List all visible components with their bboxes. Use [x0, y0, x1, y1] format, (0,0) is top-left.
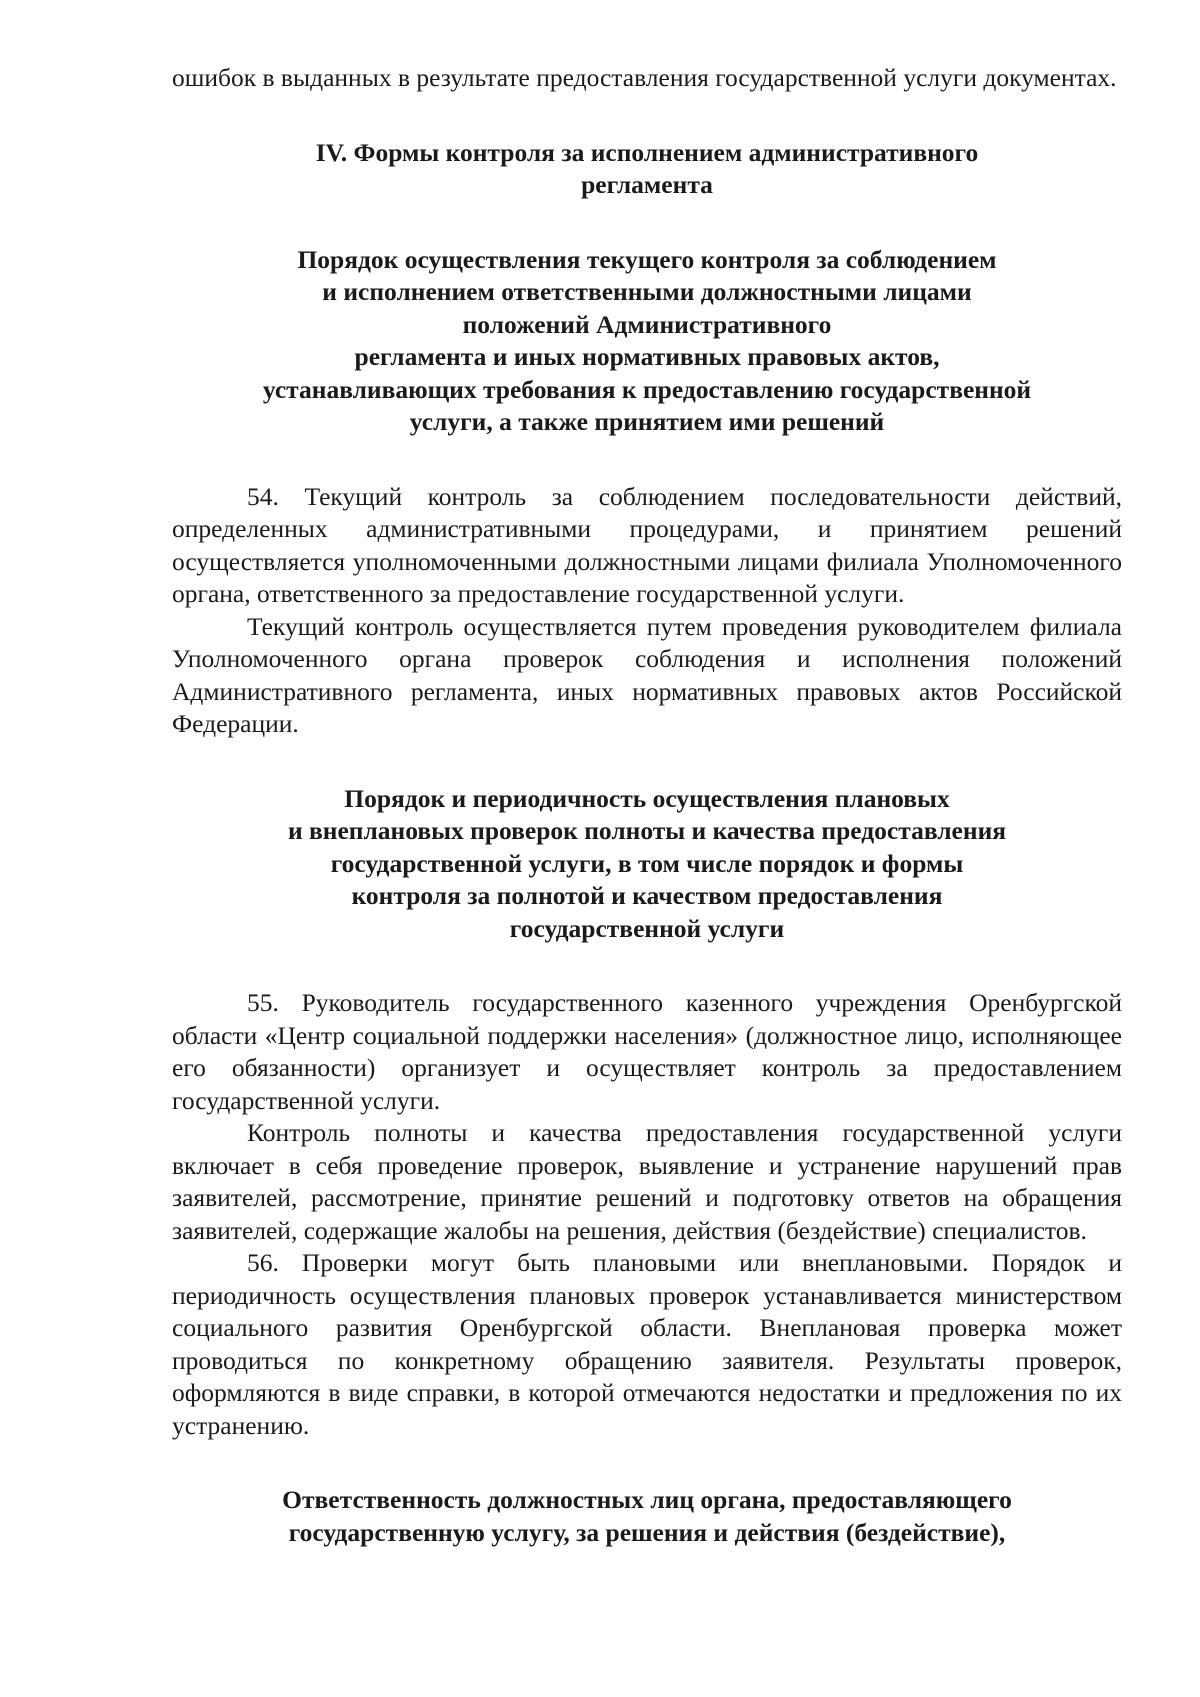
heading-line: регламента — [581, 170, 713, 199]
heading-line: услуги, а также принятием ими решений — [409, 407, 885, 436]
paragraph-quality-control: Контроль полноты и качества предоставления государственной услуги включает в себя проведение проверок, выявление и устранение нарушений прав заявителей, рассмотрение, принятие решений и подготовку ответов на обращения заявителей, содержащие жалобы на решения, действия (бездействие) специалистов. — [172, 1118, 1122, 1245]
section-iv-heading — [172, 137, 1122, 202]
heading-line: положений Административного — [462, 309, 832, 339]
inspections-heading — [172, 783, 1122, 946]
heading-line: государственную услугу, за решения и действия (бездействие), — [288, 1517, 1006, 1547]
paragraph-54: 54. Текущий контроль за соблюдением последовательности действий, определенных административными процедурами, и принятием решений осуществляется уполномоченными должностными лицами филиала Уполномоченного органа, ответственного за предоставление государственной услуги. — [172, 481, 1122, 608]
heading-line: устанавливающих требования к предоставлению государственной — [262, 374, 1032, 404]
heading-line: Ответственность должностных лиц органа, предоставляющего — [282, 1485, 1012, 1514]
page-content — [172, 62, 1122, 1549]
heading-line: государственной услуги, в том числе порядок и формы — [330, 848, 964, 878]
heading-line: контроля за полнотой и качеством предоставления — [351, 881, 943, 910]
current-control-heading — [172, 244, 1122, 439]
heading-line: IV. Формы контроля за исполнением административного — [315, 137, 979, 167]
heading-line: и внеплановых проверок полноты и качества предоставления — [287, 816, 1007, 845]
responsibility-heading — [172, 1484, 1122, 1549]
paragraph-55: 55. Руководитель государственного казенного учреждения Оренбургской области «Центр социальной поддержки населения» (должностное лицо, исполняющее его обязанности) организует и осуществляет контроль за предоставлением государственной услуги. — [172, 988, 1122, 1115]
heading-line: государственной услуги — [509, 913, 785, 943]
paragraph-current-control: Текущий контроль осуществляется путем проведения руководителем филиала Уполномоченного органа проверок соблюдения и исполнения положений Административного регламента, иных нормативных правовых актов Российской Федерации. — [172, 611, 1122, 738]
intro-tail-paragraph: ошибок в выданных в результате предоставления государственной услуги документах. — [172, 63, 1117, 92]
heading-line: Порядок осуществления текущего контроля за соблюдением — [297, 244, 997, 274]
heading-line: Порядок и периодичность осуществления плановых — [344, 783, 950, 813]
heading-line: регламента и иных нормативных правовых актов, — [354, 342, 940, 371]
paragraph-56: 56. Проверки могут быть плановыми или внеплановыми. Порядок и периодичность осуществления плановых проверок устанавливается министерством социального развития Оренбургской области. Внеплановая проверка может проводиться по конкретному обращению заявителя. Результаты проверок, оформляются в виде справки, в которой отмечаются недостатки и предложения по их устранению. — [172, 1248, 1122, 1440]
heading-line: и исполнением ответственными должностными лицами — [322, 277, 972, 306]
